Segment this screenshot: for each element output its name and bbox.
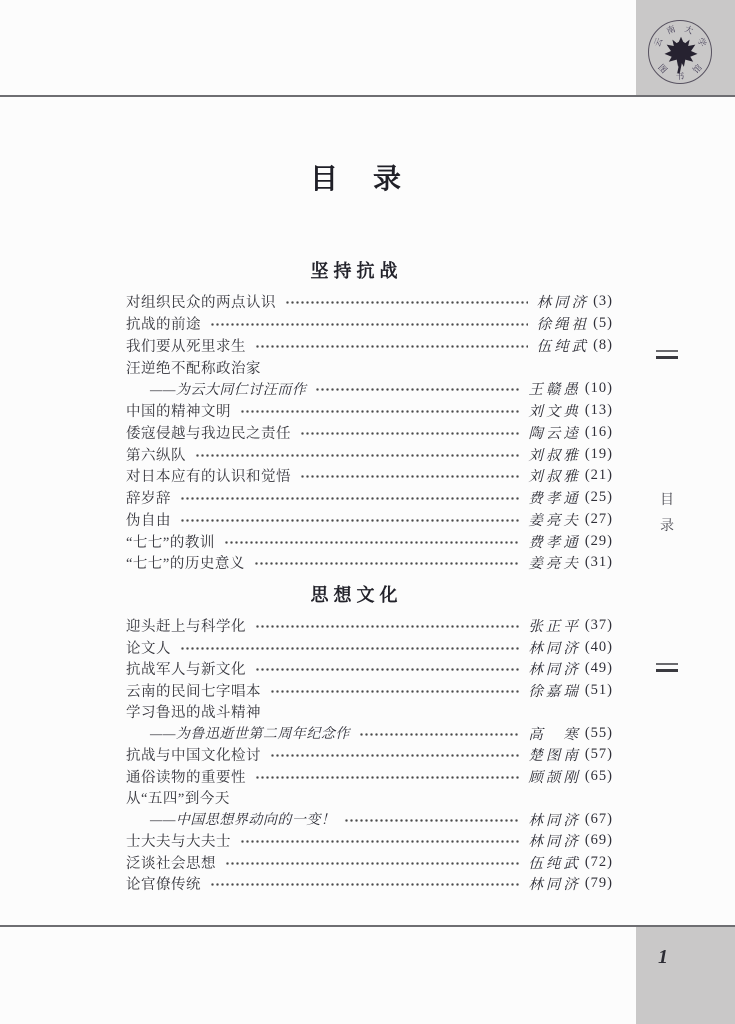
toc-entry-page: (79) xyxy=(584,875,613,892)
seal-text-char: 学 xyxy=(695,36,709,49)
seal-text-char: 大 xyxy=(683,23,695,36)
toc-entry-author: 楚图南 xyxy=(528,748,581,765)
dot-leader xyxy=(240,409,519,414)
dot-leader xyxy=(300,474,519,479)
seal-text-char: 南 xyxy=(665,23,677,36)
toc-entry xyxy=(126,552,613,574)
dot-leader xyxy=(180,646,519,651)
header-rule xyxy=(0,95,735,97)
toc-entry-page: (72) xyxy=(584,853,613,870)
mark-bar xyxy=(656,356,678,359)
toc-entry-page: (55) xyxy=(584,724,613,741)
toc-entry-page: (8) xyxy=(593,336,613,353)
toc-entry-title: 通俗读物的重要性 xyxy=(126,769,246,786)
dot-leader xyxy=(300,431,519,436)
folio-page-number: 1 xyxy=(658,946,668,968)
toc-entry xyxy=(126,852,613,874)
toc-entry-title: 伪自由 xyxy=(126,512,171,529)
toc-entry-title: 倭寇侵越与我边民之责任 xyxy=(126,425,291,442)
toc-entry-page: (27) xyxy=(584,510,613,527)
fore-edge-mark-1 xyxy=(656,350,678,359)
dot-leader xyxy=(224,540,519,545)
toc-entry xyxy=(126,509,613,531)
toc-entry xyxy=(126,766,613,788)
toc-entry xyxy=(126,356,613,378)
toc-entry-author: 陶云逵 xyxy=(528,425,581,442)
dot-leader xyxy=(315,387,519,392)
toc-entry-author: 林同济 xyxy=(528,662,581,679)
toc-entry-author: 伍纯武 xyxy=(536,338,590,355)
toc-entry-page: (13) xyxy=(584,402,613,419)
toc-entry xyxy=(126,465,613,487)
toc-entry-title: 汪逆绝不配称政治家 xyxy=(126,360,261,377)
dot-leader xyxy=(255,624,519,629)
toc-entry-author: 费孝通 xyxy=(528,491,581,508)
toc-entry xyxy=(126,335,613,357)
toc-entry xyxy=(126,830,613,852)
toc-entry-title: ——为云大同仁讨汪而作 xyxy=(150,382,307,398)
section-heading-2: 思想文化 xyxy=(310,585,403,605)
dot-leader xyxy=(270,689,519,694)
toc-entry xyxy=(126,658,613,680)
toc-entry-author: 刘叔雅 xyxy=(528,447,581,464)
toc-entry-author: 刘文典 xyxy=(528,404,581,421)
dot-leader xyxy=(180,496,519,501)
margin-tab-mulu xyxy=(658,488,676,540)
toc-entry-page: (3) xyxy=(593,293,613,310)
toc-entry xyxy=(126,637,613,659)
dot-leader xyxy=(255,344,528,349)
toc-entry-title: 抗战的前途 xyxy=(126,317,201,334)
toc-entry xyxy=(126,787,613,809)
dot-leader xyxy=(285,300,528,305)
toc-entry-author: 刘叔雅 xyxy=(528,469,581,486)
toc-entry-title: 中国的精神文明 xyxy=(126,404,231,421)
toc-entry xyxy=(126,530,613,552)
toc-entry-title: 云南的民间七字唱本 xyxy=(126,683,261,700)
toc-entry xyxy=(126,313,613,335)
toc-section-1 xyxy=(126,291,613,574)
toc-entry-author: 高 寒 xyxy=(528,726,581,743)
mark-bar xyxy=(656,350,678,352)
seal-text-char: 馆 xyxy=(690,62,704,76)
toc-entry-page: (31) xyxy=(584,554,613,571)
toc-entry-page: (25) xyxy=(584,489,613,506)
toc-entry xyxy=(126,615,613,637)
toc-entry-author: 林同济 xyxy=(528,877,581,894)
toc-entry-page: (29) xyxy=(584,532,613,549)
toc-entry xyxy=(126,744,613,766)
toc-entry-page: (49) xyxy=(584,660,613,677)
toc-entry-title: 论官僚传统 xyxy=(126,877,201,894)
toc-entry-author: 林同济 xyxy=(528,812,581,829)
mark-bar xyxy=(656,669,678,672)
mark-bar xyxy=(656,663,678,665)
toc-entry xyxy=(126,400,613,422)
dot-leader xyxy=(255,667,519,672)
toc-section-2 xyxy=(126,615,613,895)
toc-entry-title: 第六纵队 xyxy=(126,447,186,464)
toc-entry-author: 张正平 xyxy=(528,619,581,636)
dot-leader xyxy=(344,818,519,823)
toc-entry-author: 林同济 xyxy=(536,295,590,312)
toc-entry-author: 林同济 xyxy=(528,834,581,851)
toc-entry-title: “七七”的历史意义 xyxy=(126,556,245,573)
toc-entry-author: 姜亮夫 xyxy=(528,512,581,529)
dot-leader xyxy=(210,882,519,887)
page-title: 目 录 xyxy=(309,164,403,195)
toc-entry-title: 迎头赶上与科学化 xyxy=(126,619,246,636)
toc-entry-author: 伍纯武 xyxy=(528,855,581,872)
fore-edge-band-bottom xyxy=(636,927,735,1024)
toc-entry-page: (40) xyxy=(584,638,613,655)
toc-entry-author: 林同济 xyxy=(528,640,581,657)
toc-entry xyxy=(126,291,613,313)
toc-entry-page: (57) xyxy=(584,746,613,763)
toc-entry-page: (21) xyxy=(584,467,613,484)
dot-leader xyxy=(270,753,519,758)
dot-leader xyxy=(359,732,519,737)
dot-leader xyxy=(240,839,519,844)
toc-entry-page: (16) xyxy=(584,423,613,440)
toc-entry-author: 王赣愚 xyxy=(528,382,581,399)
margin-tab-char: 目 xyxy=(660,493,674,508)
dot-leader xyxy=(180,518,519,523)
dot-leader xyxy=(254,561,519,566)
toc-entry-title: 论文人 xyxy=(126,640,171,657)
toc-entry xyxy=(126,443,613,465)
seal-text-char: 书 xyxy=(675,71,685,81)
toc-entry-title: 从“五四”到今天 xyxy=(126,791,230,808)
dot-leader xyxy=(255,775,519,780)
dot-leader xyxy=(225,861,519,866)
dot-leader xyxy=(195,453,519,458)
toc-entry-title: “七七”的教训 xyxy=(126,534,215,551)
seal-text-char: 图 xyxy=(656,62,670,76)
fore-edge-mark-2 xyxy=(656,663,678,672)
toc-entry xyxy=(126,873,613,895)
toc-entry-title: 抗战军人与新文化 xyxy=(126,662,246,679)
toc-entry-page: (5) xyxy=(593,315,613,332)
toc-entry-page: (10) xyxy=(584,380,613,397)
toc-entry-title: ——中国思想界动向的一变！ xyxy=(150,813,336,829)
toc-entry-title: ——为鲁迅逝世第二周年纪念作 xyxy=(150,727,350,743)
margin-tab-char: 录 xyxy=(660,519,674,534)
toc-entry-subtitle xyxy=(126,723,613,745)
toc-entry-author: 徐绳祖 xyxy=(536,317,590,334)
toc-entry-title: 学习鲁迅的战斗精神 xyxy=(126,705,261,722)
toc-entry-title: 辞岁辞 xyxy=(126,491,171,508)
toc-entry xyxy=(126,487,613,509)
toc-entry-subtitle xyxy=(126,378,613,400)
toc-entry xyxy=(126,701,613,723)
toc-entry-subtitle xyxy=(126,809,613,831)
toc-entry xyxy=(126,422,613,444)
library-seal xyxy=(648,20,712,84)
section-heading-1: 坚持抗战 xyxy=(310,261,403,281)
toc-entry-title: 士大夫与大夫士 xyxy=(126,834,231,851)
toc-entry-author: 徐嘉瑞 xyxy=(528,683,581,700)
toc-entry-title: 抗战与中国文化检讨 xyxy=(126,748,261,765)
dot-leader xyxy=(210,322,528,327)
toc-entry-page: (67) xyxy=(584,810,613,827)
toc-entry-author: 费孝通 xyxy=(528,534,581,551)
toc-entry-author: 顾颉刚 xyxy=(528,769,581,786)
toc-entry-title: 泛谈社会思想 xyxy=(126,855,216,872)
seal-text-char: 云 xyxy=(651,36,665,49)
toc-entry-page: (65) xyxy=(584,767,613,784)
toc-entry-title: 我们要从死里求生 xyxy=(126,338,246,355)
footer-rule xyxy=(0,925,735,927)
toc-entry-page: (19) xyxy=(584,445,613,462)
toc-entry-title: 对组织民众的两点认识 xyxy=(126,295,276,312)
toc-entry-page: (51) xyxy=(584,681,613,698)
toc-entry xyxy=(126,680,613,702)
toc-entry-page: (69) xyxy=(584,832,613,849)
toc-entry-page: (37) xyxy=(584,617,613,634)
toc-entry-title: 对日本应有的认识和觉悟 xyxy=(126,469,291,486)
toc-entry-author: 姜亮夫 xyxy=(528,556,581,573)
